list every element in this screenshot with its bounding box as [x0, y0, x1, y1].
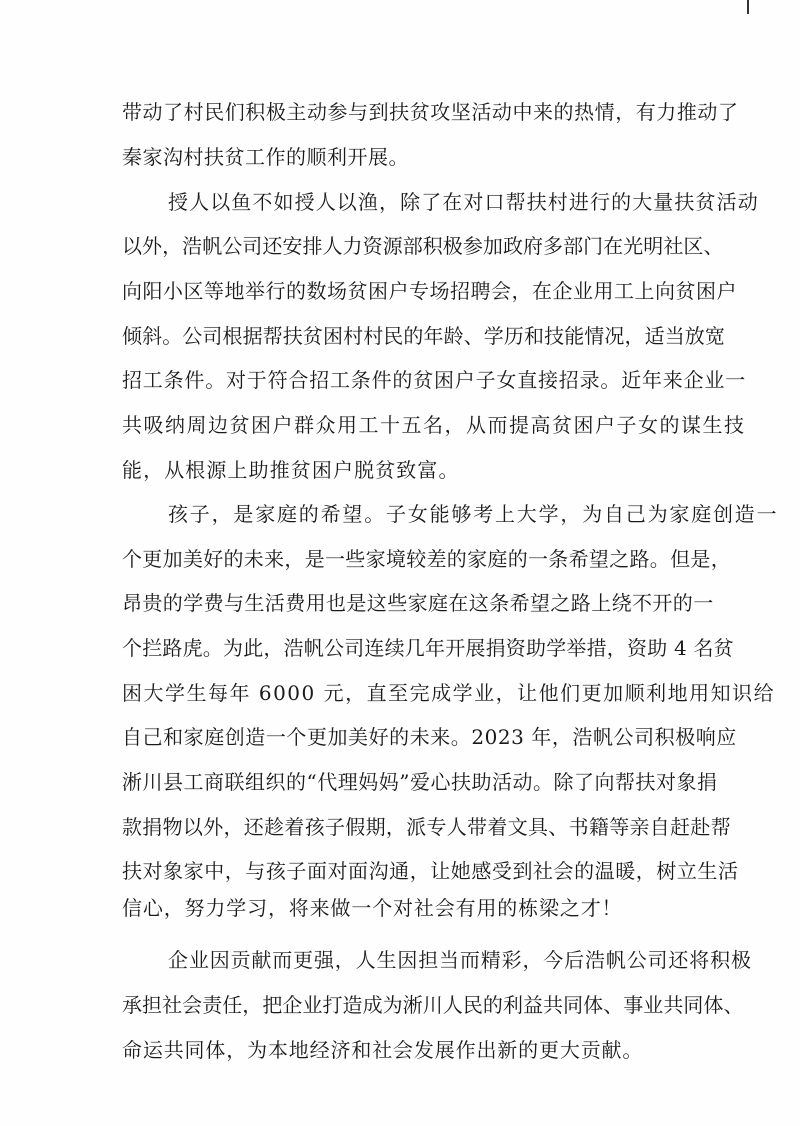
- paragraph-line: 信心，努力学习，将来做一个对社会有用的栋梁之才！: [122, 896, 623, 920]
- paragraph-line: 承担社会责任，把企业打造成为淅川人民的利益共同体、事业共同体、: [122, 993, 744, 1017]
- paragraph-line: 能，从根源上助推贫困户脱贫致富。: [122, 458, 460, 482]
- paragraph-line: 企业因贡献而更强，人生因担当而精彩，今后浩帆公司还将积极: [168, 948, 752, 972]
- scan-edge-mark: [747, 0, 749, 14]
- paragraph-line: 孩子，是家庭的希望。子女能够考上大学，为自己为家庭创造一: [168, 502, 779, 526]
- paragraph-line: 招工条件。对于符合招工条件的贫困户子女直接招录。近年来企业一: [122, 368, 746, 392]
- paragraph-line: 困大学生每年 6000 元，直至完成学业，让他们更加顺利地用知识给: [122, 681, 776, 705]
- paragraph-line: 昂贵的学费与生活费用也是这些家庭在这条希望之路上绕不开的一: [122, 591, 714, 615]
- paragraph-line: 秦家沟村扶贫工作的顺利开展。: [122, 145, 409, 169]
- paragraph-line: 命运共同体，为本地经济和社会发展作出新的更大贡献。: [122, 1038, 644, 1062]
- paragraph-line: 淅川县工商联组织的“代理妈妈”爱心扶助活动。除了向帮扶对象捐: [122, 770, 718, 794]
- paragraph-line: 个拦路虎。为此，浩帆公司连续几年开展捐资助学举措，资助 4 名贫: [122, 636, 734, 660]
- paragraph-line: 扶对象家中，与孩子面对面沟通，让她感受到社会的温暖，树立生活: [122, 859, 739, 883]
- paragraph-line: 授人以鱼不如授人以渔，除了在对口帮扶村进行的大量扶贫活动: [168, 190, 759, 214]
- paragraph-line: 向阳小区等地举行的数场贫困户专场招聘会，在企业用工上向贫困户: [122, 279, 737, 303]
- paragraph-line: 倾斜。公司根据帮扶贫困村村民的年龄、学历和技能情况，适当放宽: [122, 324, 725, 348]
- paragraph-line: 带动了村民们积极主动参与到扶贫攻坚活动中来的热情，有力推动了: [122, 100, 739, 124]
- paragraph-line: 共吸纳周边贫困户群众用工十五名，从而提高贫困户子女的谋生技: [122, 413, 746, 437]
- paragraph-line: 款捐物以外，还趁着孩子假期，派专人带着文具、书籍等亲自赶赴帮: [122, 815, 731, 839]
- paragraph-line: 以外，浩帆公司还安排人力资源部积极参加政府多部门在光明社区、: [122, 234, 724, 258]
- paragraph-line: 个更加美好的未来，是一些家境较差的家庭的一条希望之路。但是，: [122, 547, 731, 571]
- paragraph-line: 自己和家庭创造一个更加美好的未来。2023 年，浩帆公司积极响应: [122, 725, 737, 749]
